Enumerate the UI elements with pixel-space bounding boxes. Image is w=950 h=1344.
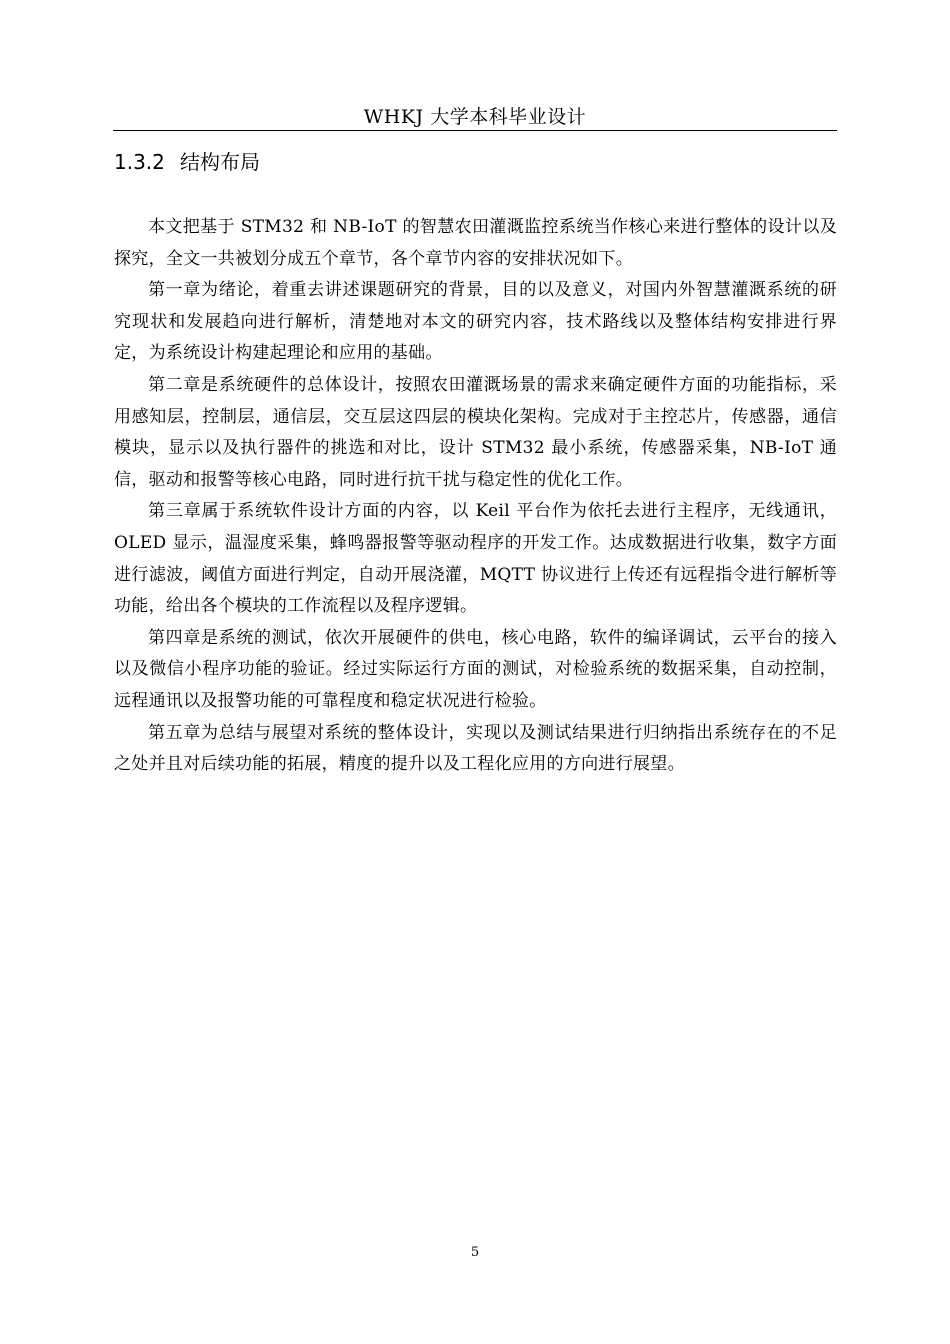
body-text	[114, 212, 837, 781]
paragraph-chapter-5: 第五章为总结与展望对系统的整体设计，实现以及测试结果进行归纳指出系统存在的不足之处并且对后续功能的拓展，精度的提升以及工程化应用的方向进行展望。	[114, 722, 837, 775]
paragraph-intro: 本文把基于 STM32 和 NB-IoT 的智慧农田灌溉监控系统当作核心来进行整体的设计以及探究，全文一共被划分成五个章节，各个章节内容的安排状况如下。	[114, 217, 837, 269]
paragraph-chapter-2: 第二章是系统硬件的总体设计，按照农田灌溉场景的需求来确定硬件方面的功能指标，采用感知层，控制层，通信层，交互层这四层的模块化架构。完成对于主控芯片，传感器，通信模块，显示以及执行器件的挑选和对比，设计 STM32 最小系统，传感器采集，NB-IoT 通信，驱动和报警等核心电路，同时进行抗干扰与稳定性的优化工作。	[114, 374, 837, 490]
section-title: 结构布局	[180, 150, 260, 174]
header-divider	[113, 130, 837, 131]
paragraph-chapter-4: 第四章是系统的测试，依次开展硬件的供电，核心电路，软件的编译调试，云平台的接入以及微信小程序功能的验证。经过实际运行方面的测试，对检验系统的数据采集，自动控制，远程通讯以及报警功能的可靠程度和稳定状况进行检验。	[114, 627, 837, 711]
paragraph-chapter-3: 第三章属于系统软件设计方面的内容，以 Keil 平台作为依托去进行主程序，无线通讯，OLED 显示，温湿度采集，蜂鸣器报警等驱动程序的开发工作。达成数据进行收集，数字方面进行滤波，阈值方面进行判定，自动开展浇灌，MQTT 协议进行上传还有远程指令进行解析等功能，给出各个模块的工作流程以及程序逻辑。	[114, 501, 837, 617]
paragraph-chapter-1: 第一章为绪论，着重去讲述课题研究的背景，目的以及意义，对国内外智慧灌溉系统的研究现状和发展趋向进行解析，清楚地对本文的研究内容，技术路线以及整体结构安排进行界定，为系统设计构建起理论和应用的基础。	[114, 280, 837, 364]
page-number: 5	[470, 1245, 480, 1260]
section-heading	[114, 146, 260, 178]
page-header-title: WHKJ 大学本科毕业设计	[363, 106, 587, 128]
section-number: 1.3.2	[114, 150, 165, 174]
